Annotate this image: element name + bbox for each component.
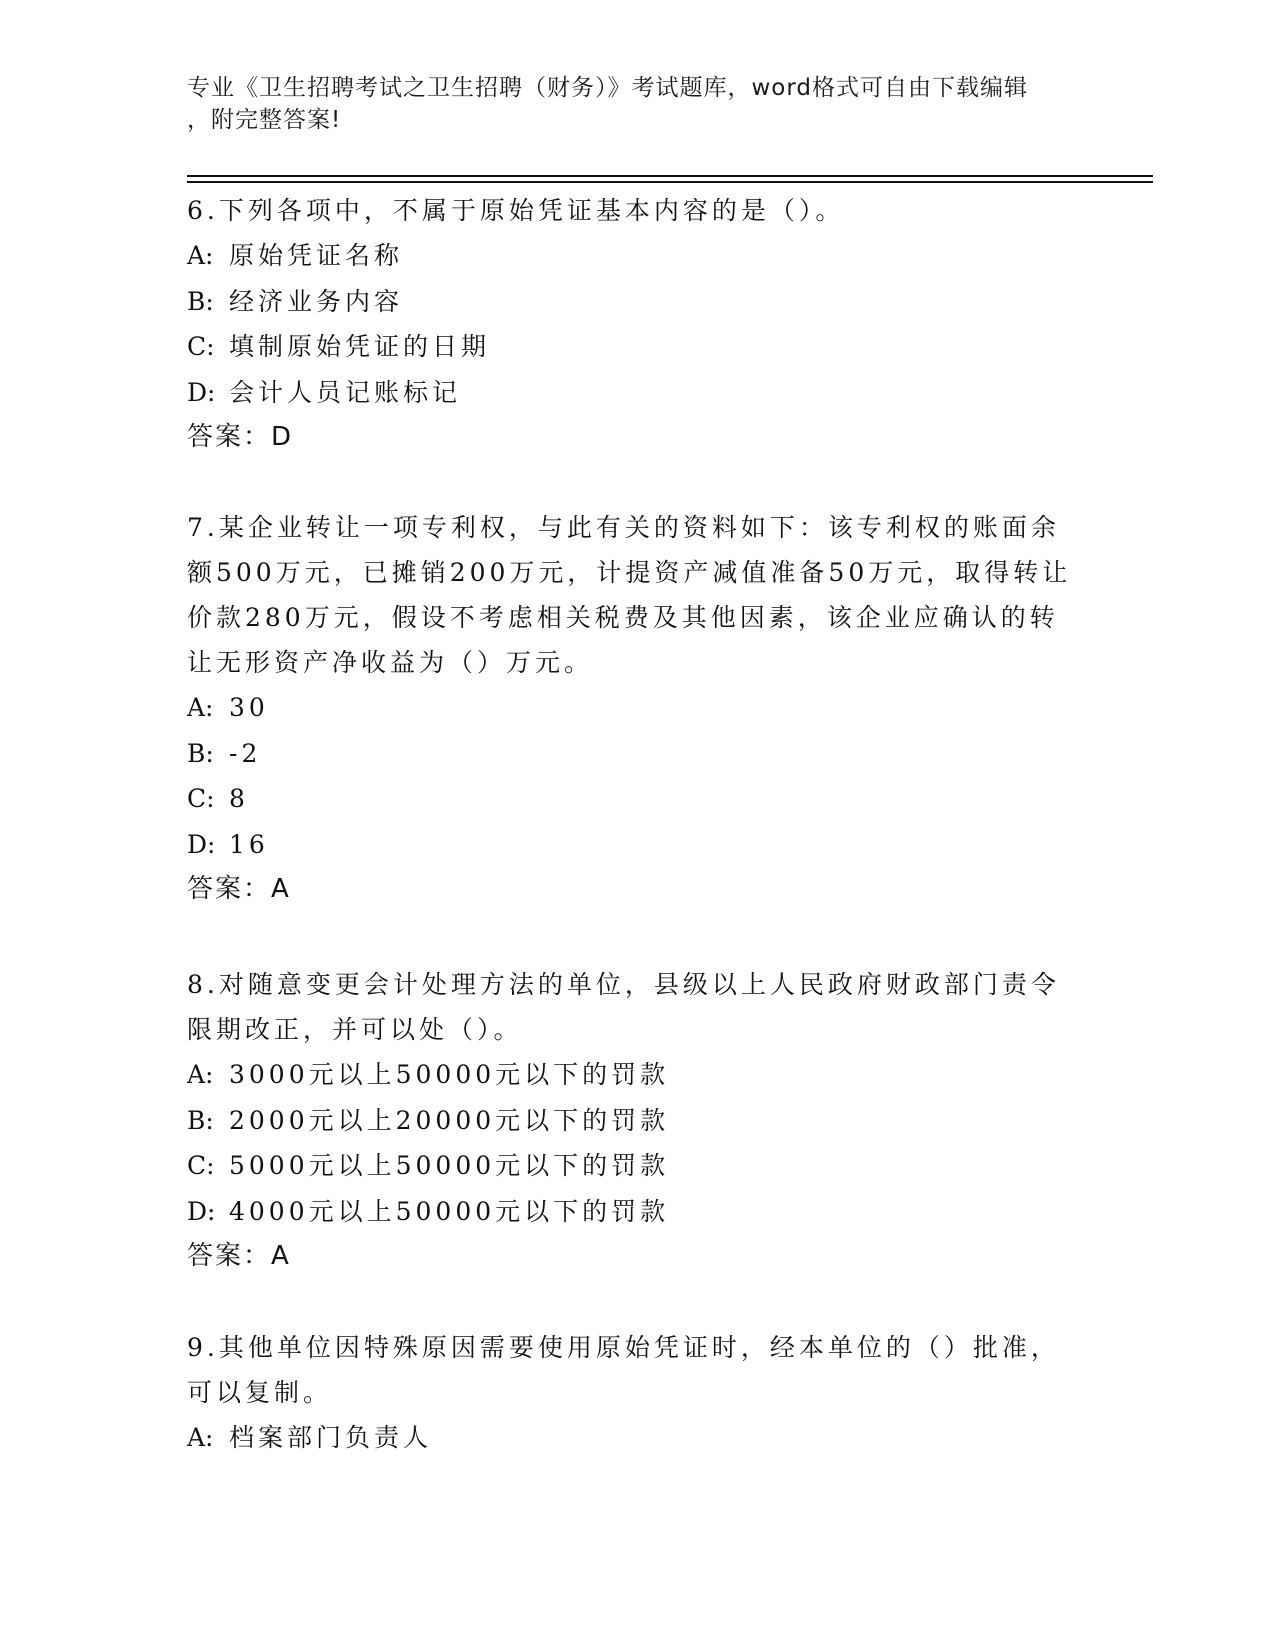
question-stem-line: 让无形资产净收益为（）万元。 bbox=[187, 648, 594, 677]
option-text: 3000元以上50000元以下的罚款 bbox=[229, 1060, 670, 1089]
option-letter: D: bbox=[187, 377, 216, 407]
option-text: 8 bbox=[229, 784, 249, 813]
option-text: 会计人员记账标记 bbox=[229, 377, 462, 407]
option-letter: A: bbox=[187, 1060, 214, 1089]
option-b bbox=[187, 1098, 1087, 1144]
option-text: 5000元以上50000元以下的罚款 bbox=[229, 1151, 670, 1180]
header-divider-top bbox=[187, 175, 1153, 177]
header-divider-bottom bbox=[187, 181, 1153, 183]
option-letter: A: bbox=[187, 1423, 214, 1452]
question-stem-line: 可以复制。 bbox=[187, 1378, 333, 1407]
option-letter: A: bbox=[187, 241, 214, 270]
option-d bbox=[187, 1189, 1087, 1235]
option-d bbox=[187, 822, 1087, 868]
option-text: 填制原始凭证的日期 bbox=[229, 332, 491, 361]
option-c bbox=[187, 776, 1087, 822]
option-letter: B: bbox=[187, 1105, 214, 1135]
question-stem-line: 6.下列各项中，不属于原始凭证基本内容的是（）。 bbox=[187, 196, 845, 225]
question-stem-line: 8.对随意变更会计处理方法的单位，县级以上人民政府财政部门责令 bbox=[187, 970, 1060, 999]
option-a bbox=[187, 233, 1087, 279]
option-letter: D: bbox=[187, 829, 216, 859]
answer-line: 答案：A bbox=[187, 874, 291, 904]
option-letter: B: bbox=[187, 286, 214, 316]
option-b bbox=[187, 279, 1087, 325]
question-stem-line: 7.某企业转让一项专利权，与此有关的资料如下：该专利权的账面余 bbox=[187, 513, 1060, 542]
document-header bbox=[187, 72, 1087, 136]
option-text: 经济业务内容 bbox=[229, 286, 404, 316]
option-text: -2 bbox=[229, 738, 262, 768]
question-8 bbox=[187, 962, 1087, 1279]
option-a bbox=[187, 1415, 1087, 1461]
question-stem-line: 价款280万元，假设不考虑相关税费及其他因素，该企业应确认的转 bbox=[187, 603, 1059, 632]
question-9 bbox=[187, 1325, 1087, 1461]
option-a bbox=[187, 1052, 1087, 1098]
option-text: 原始凭证名称 bbox=[229, 241, 404, 270]
option-letter: A: bbox=[187, 693, 214, 722]
option-c bbox=[187, 1143, 1087, 1189]
option-letter: D: bbox=[187, 1196, 216, 1226]
option-b bbox=[187, 731, 1087, 777]
option-letter: C: bbox=[187, 1151, 215, 1180]
header-line-2: ，附完整答案! bbox=[187, 107, 342, 133]
answer-line: 答案：D bbox=[187, 422, 294, 452]
option-letter: C: bbox=[187, 332, 215, 361]
question-stem-line: 额500万元，已摊销200万元，计提资产减值准备50万元，取得转让 bbox=[187, 558, 1072, 587]
header-line-1: 专业《卫生招聘考试之卫生招聘（财务）》考试题库，word格式可自由下载编辑 bbox=[187, 75, 1029, 101]
answer-line: 答案：A bbox=[187, 1241, 291, 1271]
option-text: 档案部门负责人 bbox=[229, 1423, 433, 1452]
question-7 bbox=[187, 505, 1087, 912]
option-text: 30 bbox=[229, 693, 269, 722]
option-text: 16 bbox=[229, 829, 269, 859]
option-a bbox=[187, 685, 1087, 731]
question-stem-line: 9.其他单位因特殊原因需要使用原始凭证时，经本单位的（）批准， bbox=[187, 1333, 1060, 1362]
question-6 bbox=[187, 188, 1087, 460]
option-d bbox=[187, 370, 1087, 416]
option-letter: C: bbox=[187, 784, 215, 813]
option-c bbox=[187, 324, 1087, 370]
question-stem-line: 限期改正，并可以处（）。 bbox=[187, 1015, 523, 1044]
option-text: 4000元以上50000元以下的罚款 bbox=[229, 1196, 670, 1226]
option-letter: B: bbox=[187, 738, 214, 768]
option-text: 2000元以上20000元以下的罚款 bbox=[229, 1105, 670, 1135]
